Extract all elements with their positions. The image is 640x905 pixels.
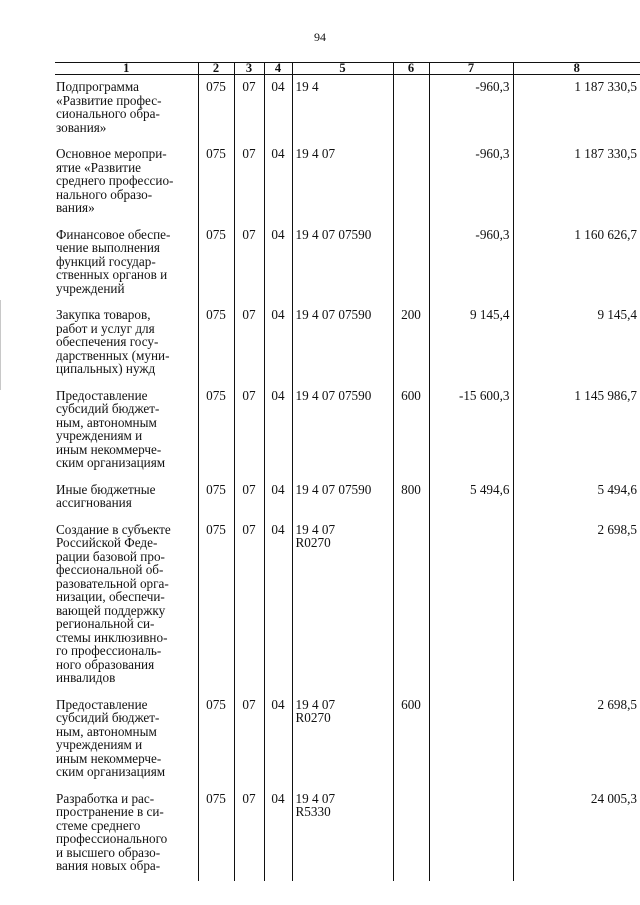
expense-type-code [393,787,429,881]
ministry-code: 075 [198,384,234,478]
subsection-code: 04 [264,223,292,304]
total-amount: 24 005,3 [513,787,640,881]
section-code: 07 [234,142,264,223]
expense-type-code [393,518,429,693]
ministry-code: 075 [198,518,234,693]
target-article-code: 19 4 07 07590 [292,223,393,304]
change-amount: -960,3 [429,75,513,143]
expense-type-code: 200 [393,303,429,384]
section-code: 07 [234,693,264,787]
target-article-code: 19 4 07 07590 [292,384,393,478]
table-row [55,75,640,143]
expense-type-code: 800 [393,478,429,518]
expense-type-code [393,223,429,304]
ministry-code: 075 [198,693,234,787]
subsection-code: 04 [264,693,292,787]
target-article-code: 19 4 07 R5330 [292,787,393,881]
row-description: Создание в субъекте Российской Феде- рации базовой про- фессиональной об- разовательной орга- низации, обеспечи- вающей поддержку региональной си- стемы инклюзивно- го профессиональ- ного образования инвалидов [56,521,171,685]
subsection-code: 04 [264,518,292,693]
ministry-code: 075 [198,303,234,384]
change-amount: -960,3 [429,223,513,304]
total-amount: 2 698,5 [513,693,640,787]
change-amount [429,693,513,787]
change-amount: -960,3 [429,142,513,223]
change-amount [429,518,513,693]
ministry-code: 075 [198,223,234,304]
table-row [55,142,640,223]
subsection-code: 04 [264,142,292,223]
expense-type-code: 600 [393,384,429,478]
row-description: Основное меропри- ятие «Развитие среднего профессио- нального образо- вания» [56,146,174,215]
column-header: 3 [234,63,264,75]
row-description: Подпрограмма «Развитие профес- сионального обра- зования» [56,79,162,135]
row-description: Закупка товаров, работ и услуг для обеспечения госу- дарственных (муни- ципальных) нужд [56,307,170,376]
column-header: 4 [264,63,292,75]
column-header: 8 [513,63,640,75]
section-code: 07 [234,384,264,478]
target-article-code: 19 4 07 07590 [292,303,393,384]
column-header: 7 [429,63,513,75]
ministry-code: 075 [198,75,234,143]
expense-type-code: 600 [393,693,429,787]
subsection-code: 04 [264,787,292,881]
target-article-code: 19 4 [292,75,393,143]
ministry-code: 075 [198,142,234,223]
total-amount: 2 698,5 [513,518,640,693]
expense-type-code [393,75,429,143]
scan-edge-mark [0,300,1,390]
section-code: 07 [234,303,264,384]
expense-type-code [393,142,429,223]
column-header: 2 [198,63,234,75]
target-article-code: 19 4 07 [292,142,393,223]
section-code: 07 [234,518,264,693]
row-description: Иные бюджетные ассигнования [56,481,156,510]
table-row [55,787,640,881]
page-number: 94 [314,30,326,44]
target-article-code: 19 4 07 R0270 [292,518,393,693]
subsection-code: 04 [264,303,292,384]
row-description: Предоставление субсидий бюджет- ным, автономным учреждениям и иным некоммерче- ским организациям [56,387,166,470]
ministry-code: 075 [198,787,234,881]
total-amount: 9 145,4 [513,303,640,384]
change-amount: -15 600,3 [429,384,513,478]
total-amount: 5 494,6 [513,478,640,518]
table-row [55,303,640,384]
table-row [55,693,640,787]
row-description: Финансовое обеспе- чение выполнения функций государ- ственных органов и учреждений [56,226,171,296]
table-row [55,478,640,518]
section-code: 07 [234,223,264,304]
total-amount: 1 145 986,7 [513,384,640,478]
column-header: 6 [393,63,429,75]
row-description: Предоставление субсидий бюджет- ным, автономным учреждениям и иным некоммерче- ским организациям [56,696,166,779]
table-row [55,223,640,304]
ministry-code: 075 [198,478,234,518]
table-row [55,384,640,478]
total-amount: 1 160 626,7 [513,223,640,304]
change-amount: 5 494,6 [429,478,513,518]
subsection-code: 04 [264,384,292,478]
section-code: 07 [234,787,264,881]
column-header: 5 [292,63,393,75]
change-amount [429,787,513,881]
total-amount: 1 187 330,5 [513,75,640,143]
subsection-code: 04 [264,478,292,518]
subsection-code: 04 [264,75,292,143]
budget-table [55,62,640,881]
section-code: 07 [234,75,264,143]
section-code: 07 [234,478,264,518]
column-header: 1 [55,63,198,75]
table-header-row [55,63,640,75]
target-article-code: 19 4 07 R0270 [292,693,393,787]
total-amount: 1 187 330,5 [513,142,640,223]
row-description: Разработка и рас- пространение в си- стеме среднего профессионального и высшего образо- вания новых обра- [56,790,168,873]
target-article-code: 19 4 07 07590 [292,478,393,518]
table-row [55,518,640,693]
change-amount: 9 145,4 [429,303,513,384]
